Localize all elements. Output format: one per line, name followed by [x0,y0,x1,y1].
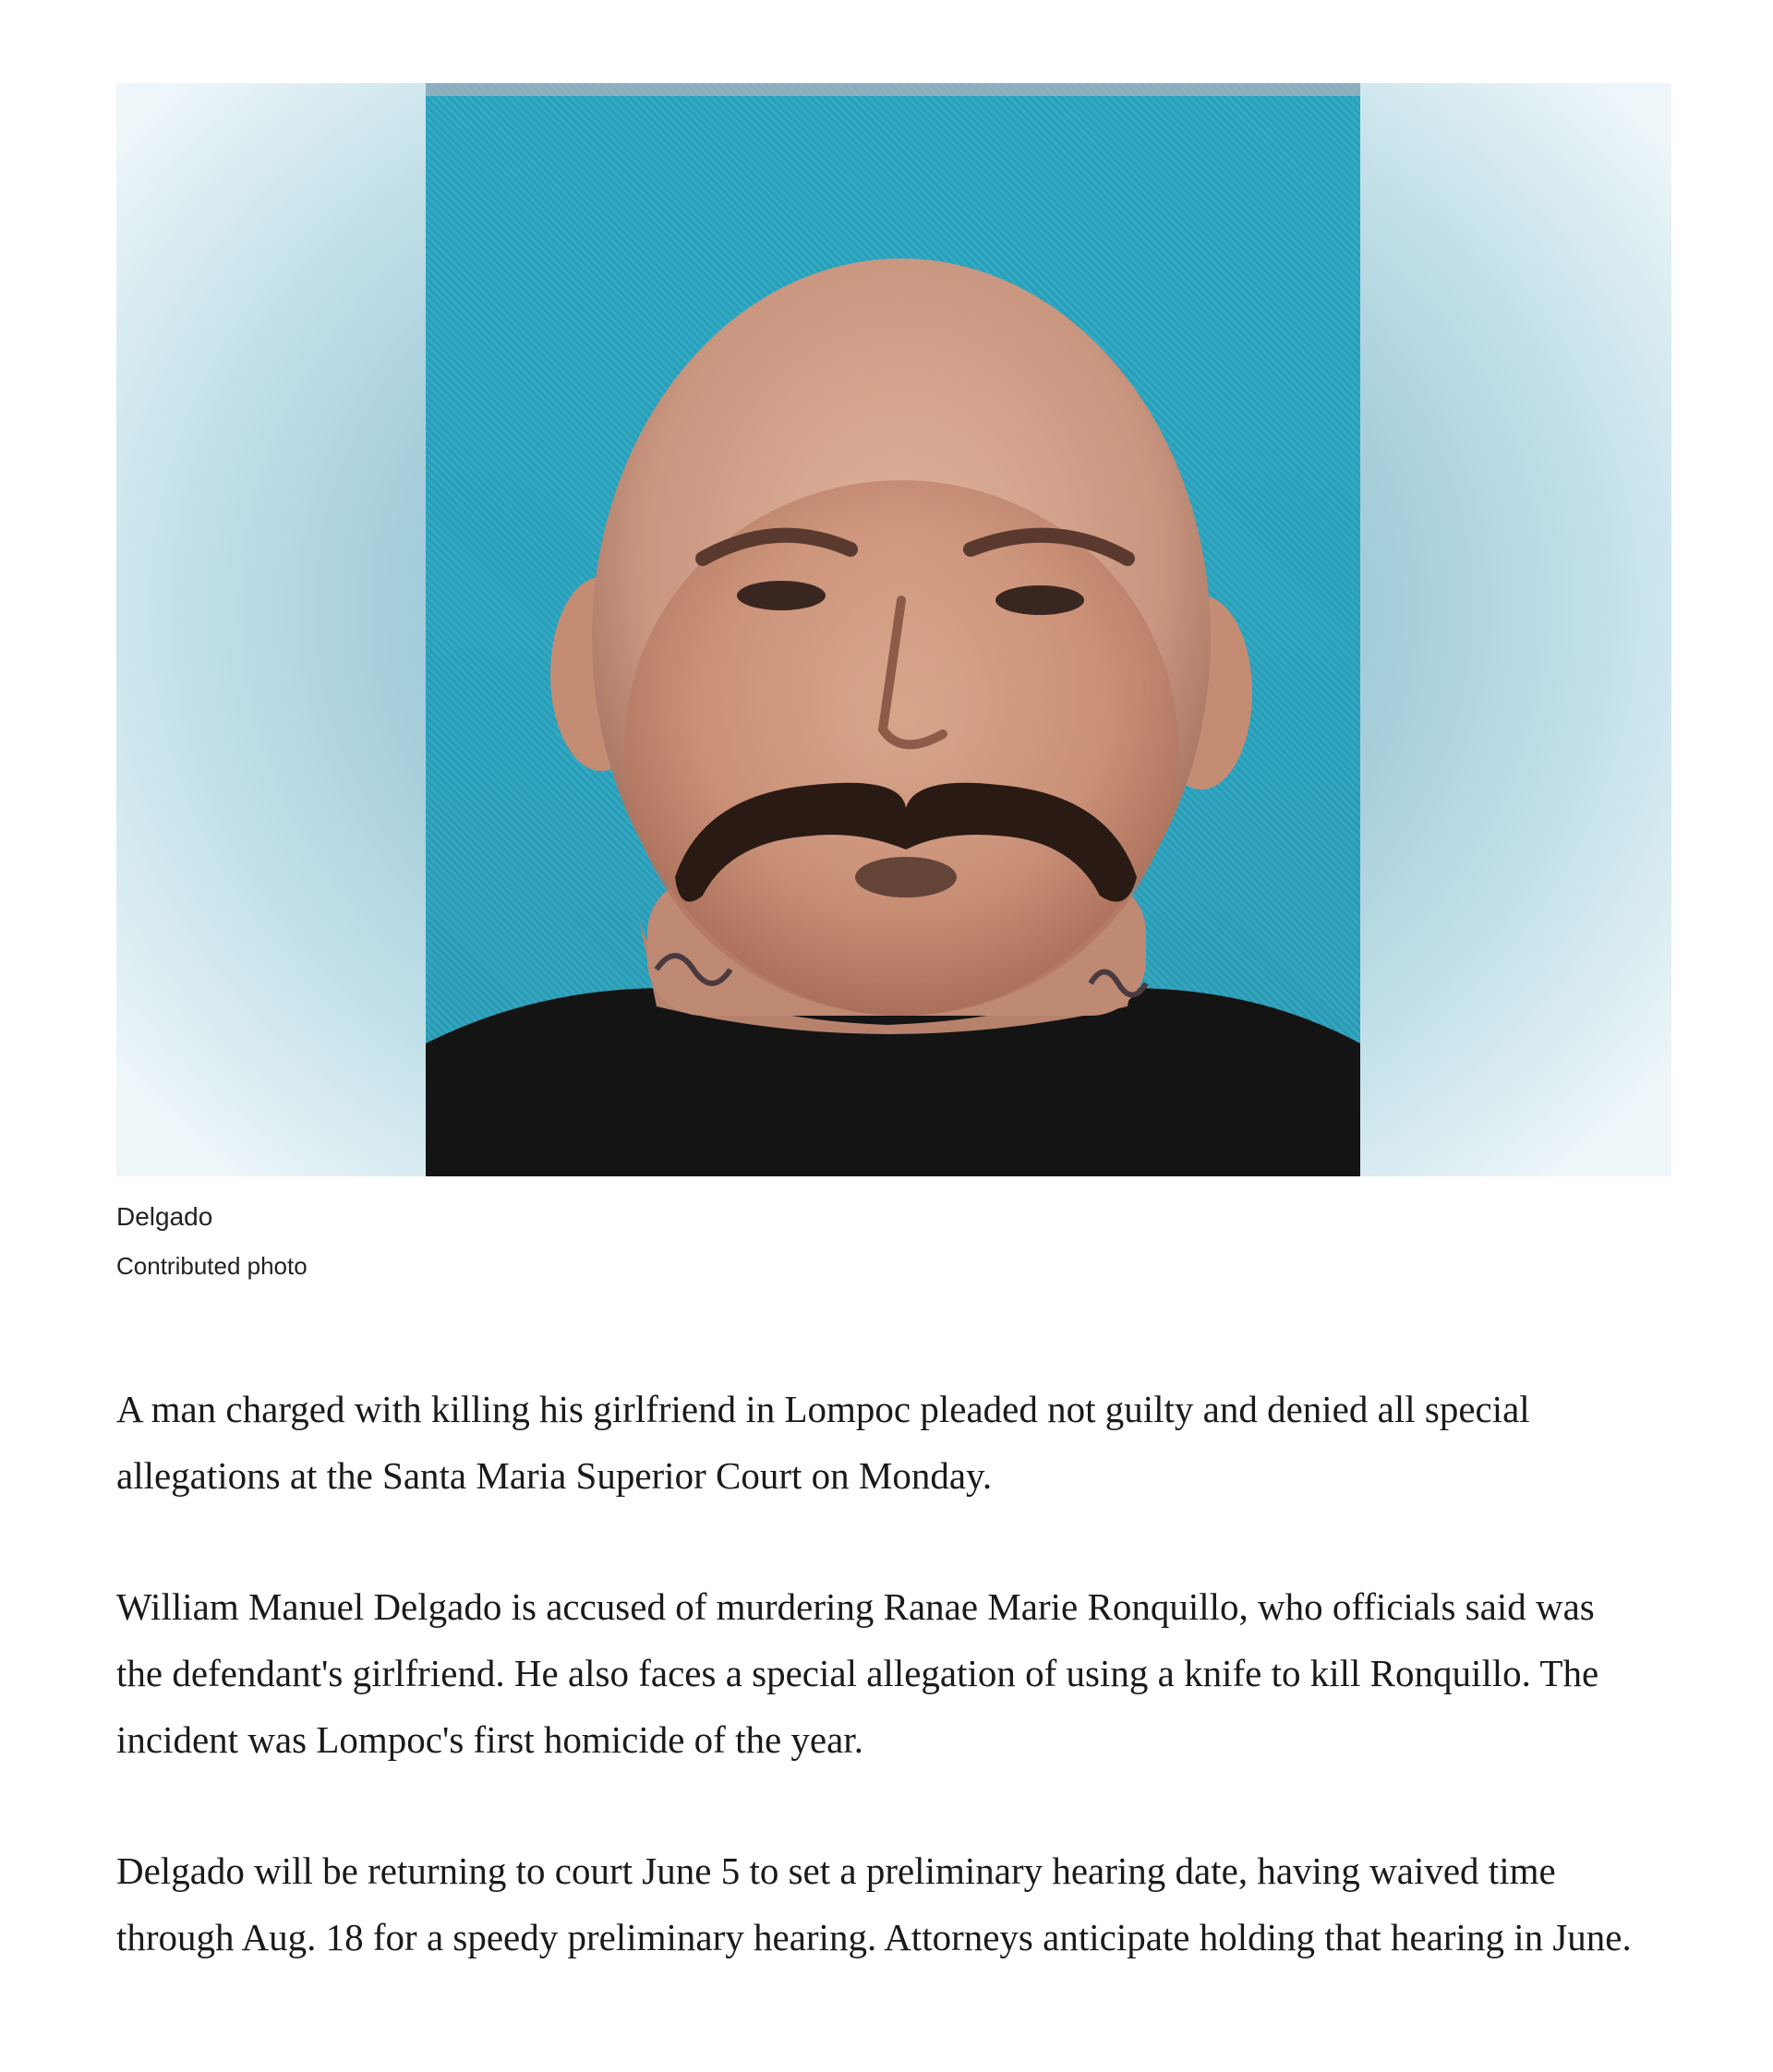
mugshot-illustration [426,83,1360,1176]
article-paragraph: William Manuel Delgado is accused of murdering Ranae Marie Ronquillo, who officials said was the defendant's girlfriend. He also faces a special allegation of using a knife to kill Ronquillo. The incident was Lompoc's first homicide of the year. [116,1585,1599,1761]
article-photo-frame [116,83,1671,1176]
article-body [116,1376,1649,2035]
photo-caption: Delgado [116,1202,213,1231]
mugshot-photo [426,83,1360,1176]
article-paragraph: A man charged with killing his girlfriend in Lompoc pleaded not guilty and denied all special allegations at the Santa Maria Superior Court on Monday. [116,1388,1530,1497]
article-paragraph: Delgado will be returning to court June 5 to set a preliminary hearing date, having waived time through Aug. 18 for a speedy preliminary hearing. Attorneys anticipate holding that hearing in June. [116,1849,1632,1958]
photo-credit: Contributed photo [116,1252,308,1280]
